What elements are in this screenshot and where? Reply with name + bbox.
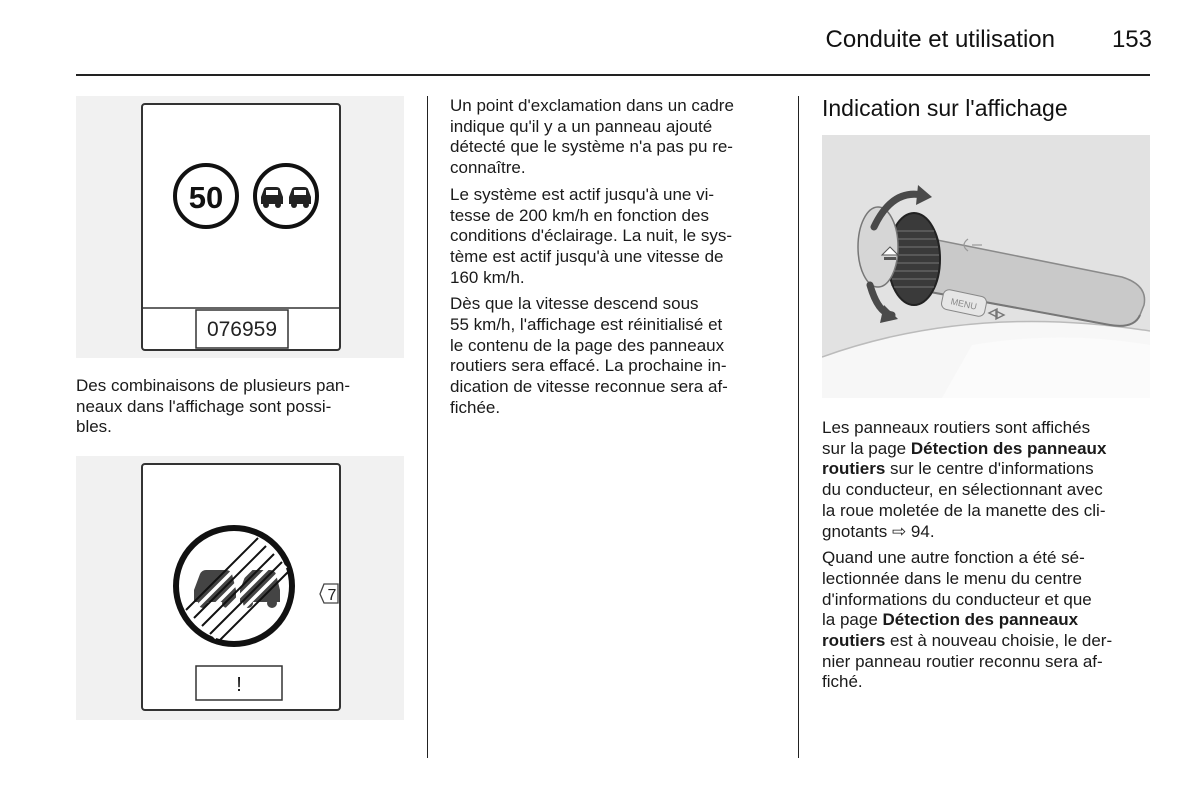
text-line: 160 km/h. [450,267,525,287]
header-rule [76,74,1150,76]
text-segment: sur le centre d'informations [885,459,1094,479]
paragraph-reselect [822,548,1158,693]
column-3-text [822,418,1158,699]
text-line: indique qu'il y a un panneau ajouté [450,116,713,136]
text-line: du conducteur, en sélectionnant avec [822,480,1103,500]
text-line: nier panneau routier reconnu sera af- [822,651,1103,671]
text-line: Des combinaisons de plusieurs pan- [76,376,351,395]
display-screen-illustration [76,96,404,358]
figure-indicator-stalk [822,135,1150,398]
sign-code-label: 076959 [206,318,278,341]
page-reference-link[interactable]: gnotants ⇨ 94. [822,521,935,541]
text-line: la roue moletée de la manette des cli- [822,500,1106,520]
text-line [822,459,1158,480]
text-line: connaître. [450,158,526,178]
menu-term-traffic-sign-detection-cont: routiers [822,631,886,651]
column-divider-left [427,96,428,758]
text-line: 55 km/h, l'affichage est réinitialisé et [450,315,723,335]
text-line: tesse de 200 km/h en fonction des [450,205,709,225]
paragraph-reset [450,294,786,418]
text-line: neaux dans l'affichage sont possi- [76,396,332,416]
text-line: lectionnée dans le menu du centre [822,568,1082,588]
text-line: fichée. [450,397,501,417]
partial-sign-label: 7 [327,587,337,604]
text-line: fiché. [822,672,863,692]
end-no-overtaking-sign-icon [176,528,292,644]
text-line: détecté que le système n'a pas pu re- [450,137,733,157]
text-line [822,439,1158,460]
text-line: bles. [76,417,112,437]
text-line: dication de vitesse reconnue sera af- [450,377,728,397]
column-divider-right [798,96,799,758]
paragraph-active-speed [450,185,786,289]
text-line [822,610,1158,631]
text-line: Un point d'exclamation dans un cadre [450,96,734,115]
page-header-title: Conduite et utilisation [825,26,1055,53]
text-line: Les panneaux routiers sont affichés [822,418,1091,437]
text-segment: sur la page [822,438,911,458]
paragraph-exclamation [450,96,786,179]
exclamation-mark: ! [236,674,242,696]
text-segment: la page [822,610,883,630]
stalk-illustration [822,135,1150,398]
text-line: Le système est actif jusqu'à une vi- [450,184,715,204]
menu-term-traffic-sign-detection: Détection des panneaux [910,438,1107,458]
section-heading: Indication sur l'affichage [822,95,1068,121]
display-screen-illustration-2 [76,456,404,720]
text-line: le contenu de la page des panneaux [450,335,725,355]
text-line [822,631,1158,652]
text-line: Quand une autre fonction a été sé- [822,548,1085,568]
caption-sign-combinations [76,376,406,438]
text-line: d'informations du conducteur et que [822,589,1092,609]
no-overtaking-sign-icon [255,165,317,227]
menu-term-traffic-sign-detection-cont: routiers [822,459,886,479]
figure-traffic-signs-combination [76,96,404,358]
text-line: tème est actif jusqu'à une vitesse de [450,246,724,266]
menu-button-label: MENU [949,296,978,312]
column-2-text [450,96,786,425]
page-number: 153 [1111,26,1152,53]
text-line: conditions d'éclairage. La nuit, le sys- [450,226,733,246]
speed-limit-value: 50 [188,180,224,215]
paragraph-display-page [822,418,1158,542]
menu-term-traffic-sign-detection: Détection des panneaux [882,610,1079,630]
text-line: routiers sera effacé. La prochaine in- [450,356,727,376]
text-line: Dès que la vitesse descend sous [450,294,699,314]
text-segment: est à nouveau choisie, le der- [885,631,1113,651]
figure-end-of-restriction-sign [76,456,404,720]
